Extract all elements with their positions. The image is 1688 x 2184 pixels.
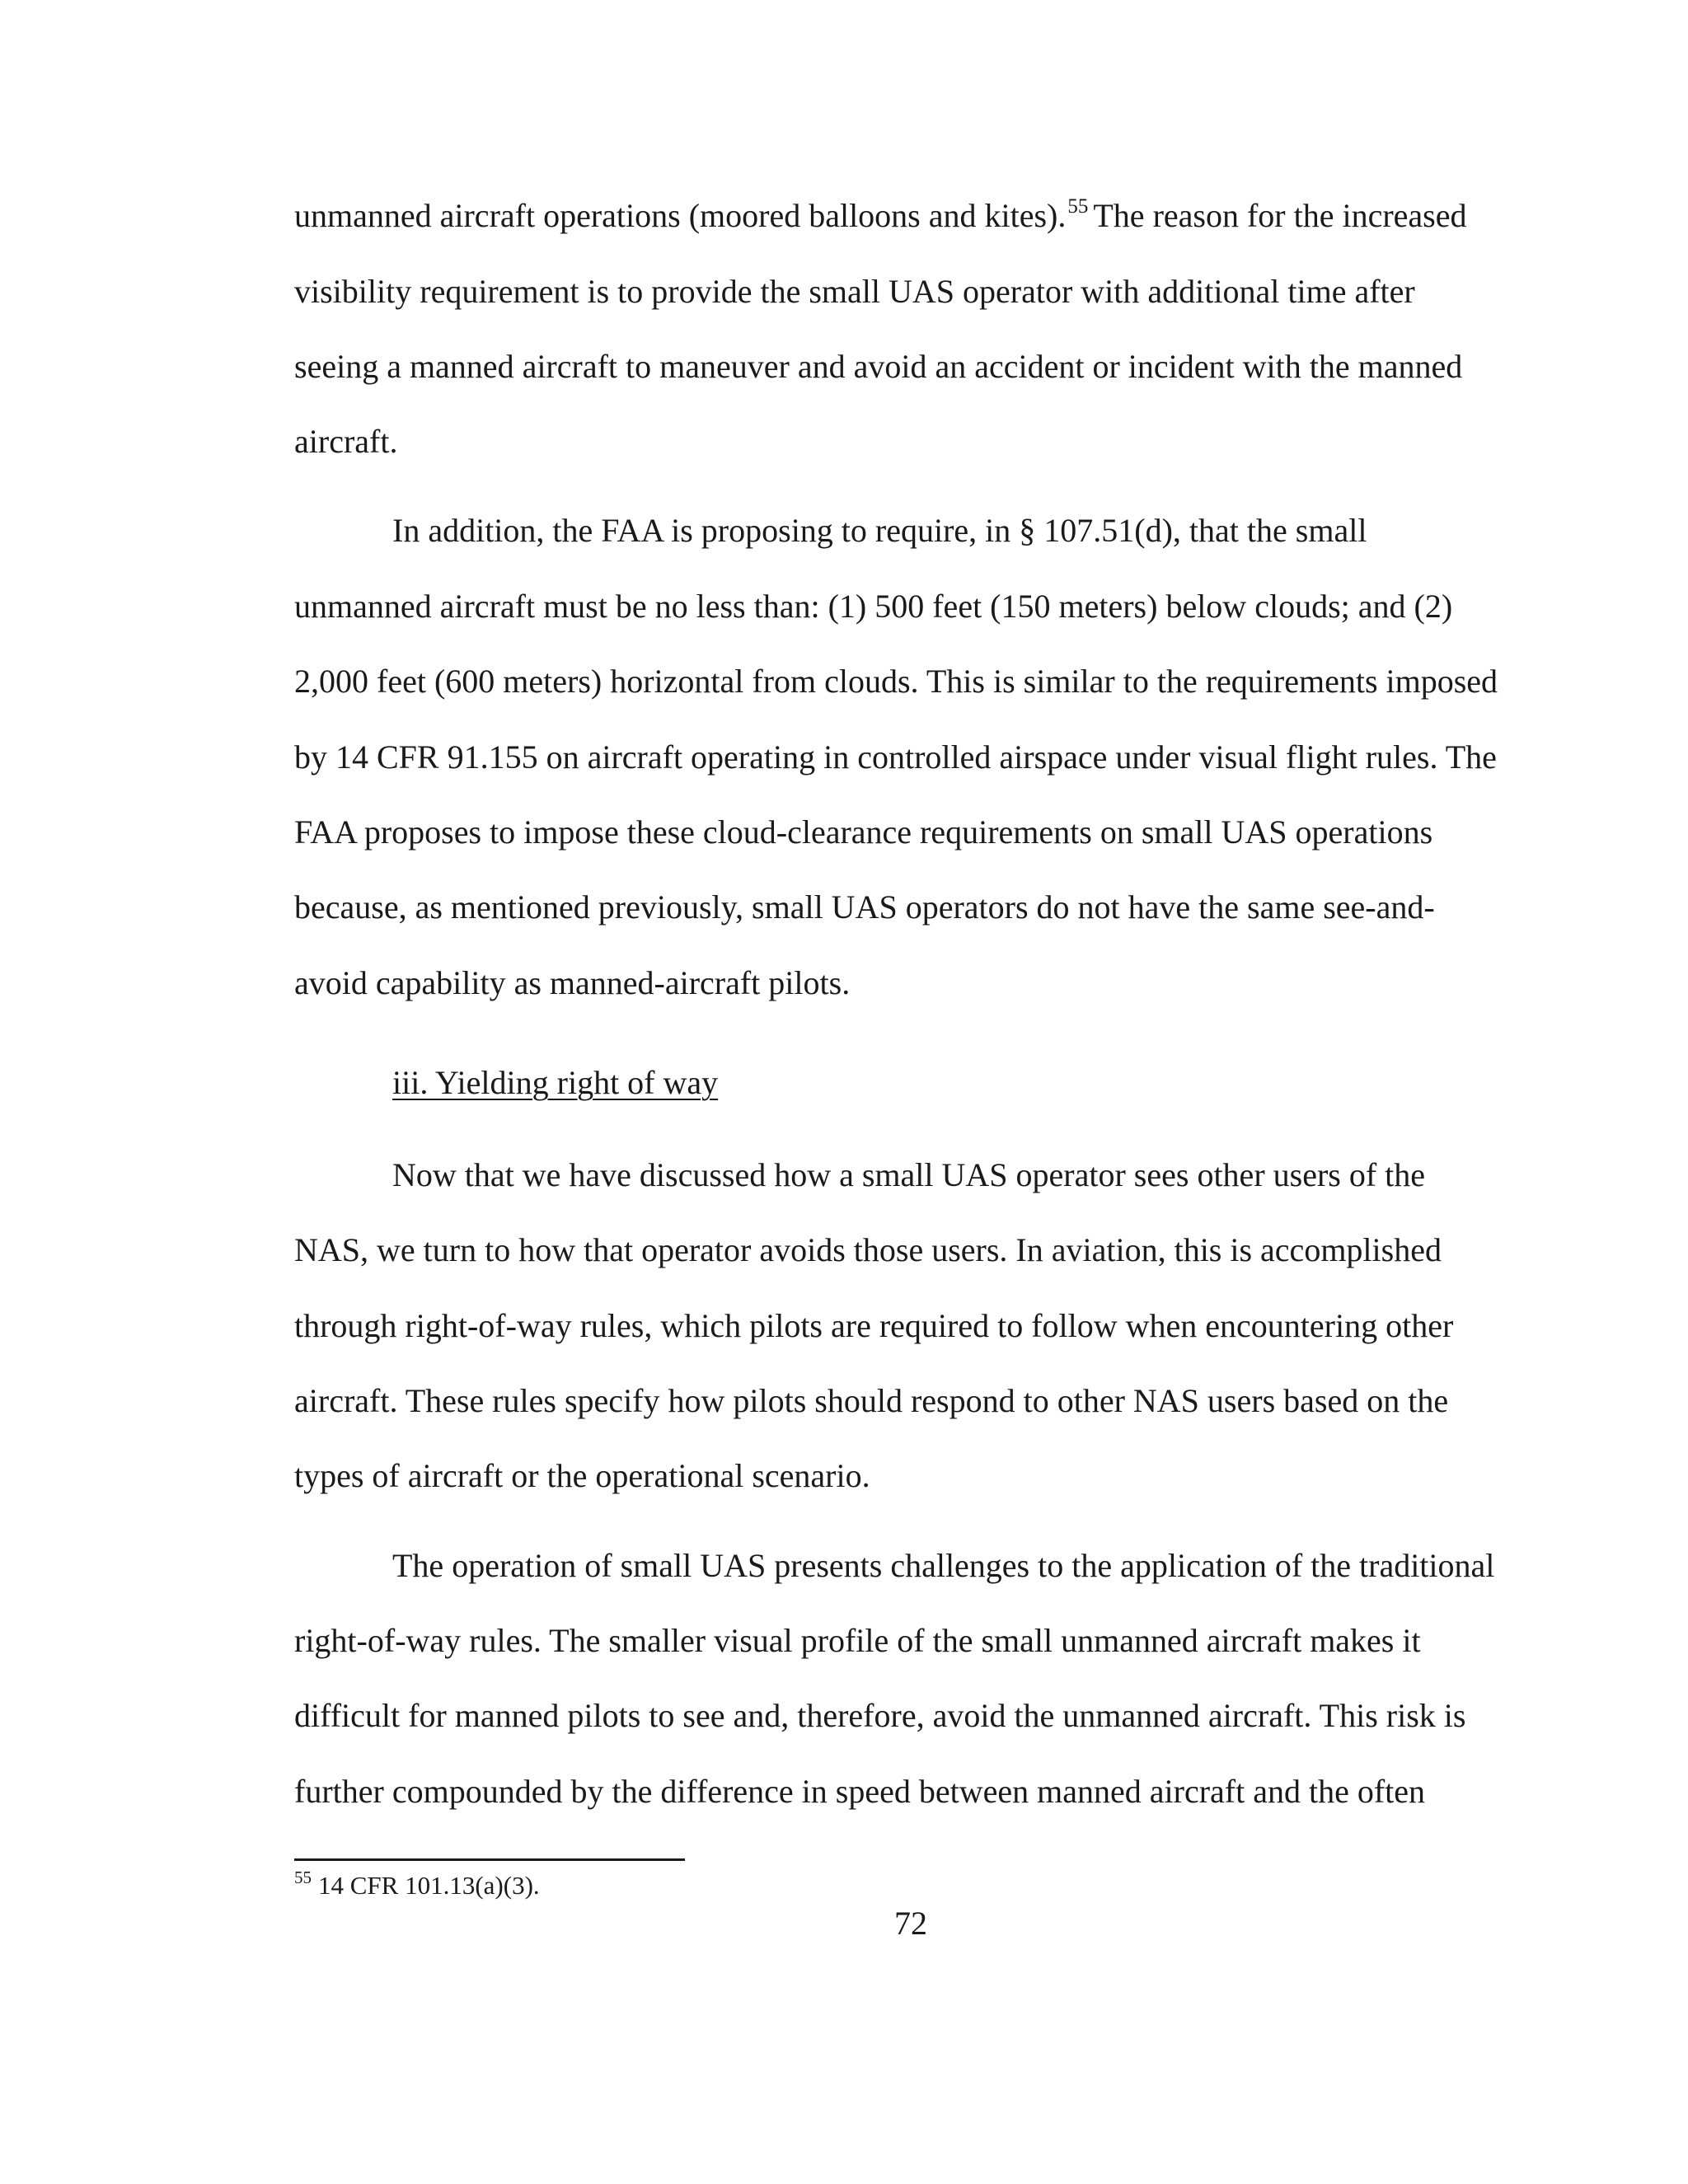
paragraph-2-line-7: avoid capability as manned-aircraft pilots. (294, 964, 851, 1001)
paragraph-1-line-4: aircraft. (294, 423, 398, 460)
paragraph-4-line-4: further compounded by the difference in speed between manned aircraft and the often (294, 1773, 1426, 1810)
paragraph-2-line-6: because, as mentioned previously, small UAS operators do not have the same see-and- (294, 888, 1435, 926)
paragraph-2-line-1: In addition, the FAA is proposing to require, in § 107.51(d), that the small (392, 512, 1367, 549)
paragraph-1-line-3: seeing a manned aircraft to maneuver and avoid an accident or incident with the manned (294, 348, 1463, 385)
paragraph-2-line-2: unmanned aircraft must be no less than: (1) 500 feet (150 meters) below clouds; and (2) (294, 588, 1453, 625)
footnote-reference: 55 (1067, 195, 1089, 218)
paragraph-3-line-3: through right-of-way rules, which pilots are required to follow when encountering other (294, 1307, 1454, 1344)
paragraph-4-line-2: right-of-way rules. The smaller visual profile of the small unmanned aircraft makes it (294, 1622, 1421, 1659)
paragraph-1-line-1 (294, 196, 1466, 241)
paragraph-2-line-4: by 14 CFR 91.155 on aircraft operating in controlled airspace under visual flight rules. The (294, 738, 1497, 776)
footnote (294, 1869, 540, 1905)
paragraph-2-line-3: 2,000 feet (600 meters) horizontal from clouds. This is similar to the requirements imposed (294, 663, 1498, 700)
paragraph-1-line-2: visibility requirement is to provide the small UAS operator with additional time after (294, 273, 1415, 310)
section-heading: iii. Yielding right of way (392, 1064, 719, 1101)
paragraph-3-line-4: aircraft. These rules specify how pilots should respond to other NAS users based on the (294, 1382, 1449, 1419)
paragraph-2-line-5: FAA proposes to impose these cloud-clearance requirements on small UAS operations (294, 813, 1433, 851)
paragraph-1-line-1-text: unmanned aircraft operations (moored balloons and kites). (294, 197, 1067, 234)
paragraph-4-line-3: difficult for manned pilots to see and, therefore, avoid the unmanned aircraft. This risk is (294, 1697, 1466, 1734)
footnote-marker: 55 (294, 1868, 312, 1887)
page-number: 72 (894, 1905, 927, 1942)
footnote-text: 14 CFR 101.13(a)(3). (318, 1871, 540, 1900)
paragraph-3-line-2: NAS, we turn to how that operator avoids those users. In aviation, this is accomplished (294, 1231, 1442, 1268)
paragraph-3-line-5: types of aircraft or the operational scenario. (294, 1457, 870, 1494)
paragraph-4-line-1: The operation of small UAS presents challenges to the application of the traditional (392, 1547, 1495, 1584)
paragraph-3-line-1: Now that we have discussed how a small UAS operator sees other users of the (392, 1156, 1426, 1193)
paragraph-1-line-1-continuation: The reason for the increased (1093, 197, 1467, 234)
footnote-separator (294, 1858, 685, 1861)
